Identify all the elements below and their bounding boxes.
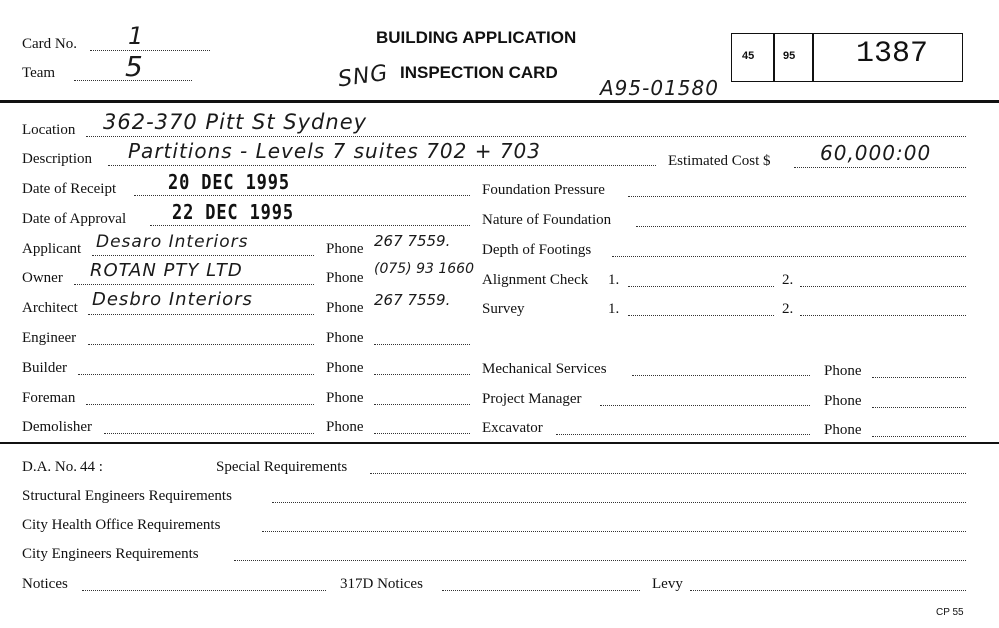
card-number-box [731, 33, 963, 82]
team-label: Team [22, 65, 56, 81]
survey-line-2 [800, 315, 966, 316]
health-label: City Health Office Requirements [22, 517, 221, 533]
description-label: Description [22, 151, 92, 167]
header-divider [0, 100, 999, 103]
demolisher-phone-line [374, 433, 470, 434]
alignment-check-num-1: 1. [608, 272, 620, 288]
engineer-label: Engineer [22, 330, 77, 346]
depth-footings-line [612, 256, 966, 257]
engineer-phone-label: Phone [326, 330, 364, 346]
foreman-phone-label: Phone [326, 390, 364, 406]
builder-phone-line [374, 374, 470, 375]
foreman-phone-line [374, 404, 470, 405]
da-no-value: 44 : [80, 459, 103, 475]
title-line-2: INSPECTION CARD [400, 63, 558, 82]
project-manager-line [600, 405, 810, 406]
special-req-line [370, 473, 966, 474]
project-manager-label: Project Manager [482, 391, 582, 407]
box-divider-2 [812, 33, 814, 82]
team-value: 5 [125, 50, 144, 83]
foundation-pressure-label: Foundation Pressure [482, 182, 605, 198]
city-eng-label: City Engineers Requirements [22, 546, 199, 562]
card-no-line [90, 50, 210, 51]
da-no-label: D.A. No. [22, 459, 77, 475]
health-line [262, 531, 966, 532]
applicant-value: Desaro Interiors [96, 232, 249, 252]
demolisher-line [104, 433, 314, 434]
project-manager-phone-label: Phone [824, 393, 862, 409]
form-code: CP 55 [936, 607, 964, 618]
date-approval-line [150, 225, 470, 226]
engineer-line [88, 344, 314, 345]
builder-label: Builder [22, 360, 67, 376]
engineer-phone-line [374, 344, 470, 345]
title-line-1: BUILDING APPLICATION [376, 28, 577, 47]
excavator-line [556, 434, 810, 435]
card-no-label: Card No. [22, 36, 77, 52]
owner-label: Owner [22, 270, 63, 286]
levy-label: Levy [652, 576, 683, 592]
notices-317d-label: 317D Notices [340, 576, 423, 592]
architect-line [88, 314, 314, 315]
handwritten-sng: SNG [336, 60, 390, 93]
survey-num-2: 2. [782, 301, 794, 317]
mechanical-phone-line [872, 377, 966, 378]
location-label: Location [22, 122, 76, 138]
depth-footings-label: Depth of Footings [482, 242, 592, 258]
alignment-check-num-2: 2. [782, 272, 794, 288]
description-value: Partitions - Levels 7 suites 702 + 703 [128, 139, 541, 163]
applicant-line [92, 255, 314, 256]
foreman-line [86, 404, 314, 405]
foreman-label: Foreman [22, 390, 76, 406]
demolisher-label: Demolisher [22, 419, 92, 435]
survey-line-1 [628, 315, 774, 316]
date-receipt-line [134, 195, 470, 196]
estimated-cost-value: 60,000:00 [820, 141, 932, 165]
date-approval-label: Date of Approval [22, 211, 127, 227]
structural-line [272, 502, 966, 503]
owner-value: ROTAN PTY LTD [90, 260, 243, 281]
demolisher-phone-label: Phone [326, 419, 364, 435]
date-approval-value: 22 DEC 1995 [172, 200, 294, 224]
nature-foundation-line [636, 226, 966, 227]
owner-phone-value: (075) 93 1660 [374, 261, 474, 277]
notices-line [82, 590, 326, 591]
builder-phone-label: Phone [326, 360, 364, 376]
location-line [86, 136, 966, 137]
owner-phone-label: Phone [326, 270, 364, 286]
card-no-value: 1 [128, 22, 145, 50]
foundation-pressure-line [628, 196, 966, 197]
date-receipt-label: Date of Receipt [22, 181, 117, 197]
mechanical-line [632, 375, 810, 376]
card-number: 1387 [856, 37, 929, 71]
notices-317d-line [442, 590, 640, 591]
nature-foundation-label: Nature of Foundation [482, 212, 612, 228]
project-manager-phone-line [872, 407, 966, 408]
box-b: 95 [783, 50, 796, 62]
levy-line [690, 590, 966, 591]
mechanical-label: Mechanical Services [482, 361, 607, 377]
alignment-check-label: Alignment Check [482, 272, 589, 288]
description-line [108, 165, 656, 166]
city-eng-line [234, 560, 966, 561]
alignment-check-line-1 [628, 286, 774, 287]
architect-label: Architect [22, 300, 78, 316]
date-receipt-value: 20 DEC 1995 [168, 170, 290, 194]
architect-phone-value: 267 7559. [374, 291, 451, 309]
excavator-label: Excavator [482, 420, 543, 436]
lower-divider [0, 442, 999, 444]
alignment-check-line-2 [800, 286, 966, 287]
excavator-phone-line [872, 436, 966, 437]
notices-label: Notices [22, 576, 68, 592]
survey-label: Survey [482, 301, 525, 317]
builder-line [78, 374, 314, 375]
box-a: 45 [742, 50, 755, 62]
applicant-phone-label: Phone [326, 241, 364, 257]
applicant-phone-value: 267 7559. [374, 232, 451, 250]
owner-line [74, 284, 314, 285]
structural-label: Structural Engineers Requirements [22, 488, 232, 504]
applicant-label: Applicant [22, 241, 82, 257]
excavator-phone-label: Phone [824, 422, 862, 438]
box-divider-1 [773, 33, 775, 82]
estimated-cost-label: Estimated Cost $ [668, 153, 771, 169]
architect-phone-label: Phone [326, 300, 364, 316]
special-req-label: Special Requirements [216, 459, 348, 475]
estimated-cost-line [794, 167, 966, 168]
mechanical-phone-label: Phone [824, 363, 862, 379]
survey-num-1: 1. [608, 301, 620, 317]
location-value: 362-370 Pitt St Sydney [103, 110, 368, 134]
architect-value: Desbro Interiors [92, 289, 253, 310]
handwritten-ref: A95-01580 [600, 76, 719, 100]
